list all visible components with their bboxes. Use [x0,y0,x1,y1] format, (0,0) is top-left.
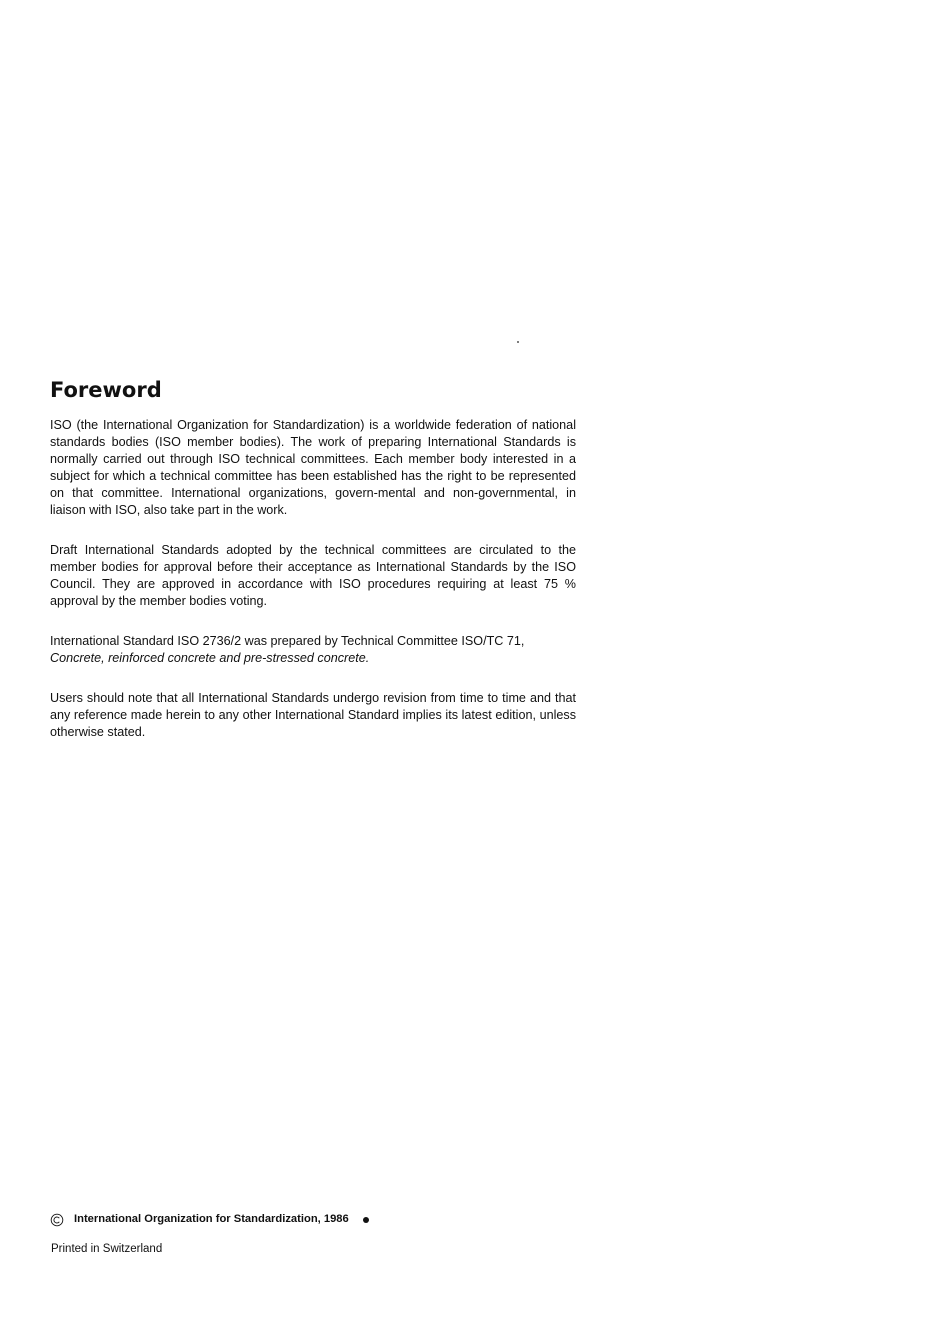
printed-in-note: Printed in Switzerland [51,1243,163,1255]
prepared-by-text: International Standard ISO 2736/2 was prepared by Technical Committee ISO/TC 71, [50,634,525,648]
copyright-text: International Organization for Standardization, 1986 [74,1213,349,1225]
foreword-paragraph-prepared [50,633,576,667]
scan-speck [517,341,519,343]
foreword-paragraph-users-note: Users should note that all International Standards undergo revision from time to time and that any reference made herein to any other International Standard implies its latest edition, unless otherwise stated. [50,691,576,739]
copyright-line [50,1212,369,1227]
foreword-paragraph-iso: ISO (the International Organization for Standardization) is a worldwide federation of national standards bodies (ISO member bodies). The work of preparing International Standards is normally carried out through ISO technical committees. Each member body interested in a subject for which a technical committee has been established has the right to be represented on that committee. International organizations, govern-mental and non-governmental, in liaison with ISO, also take part in the work. [50,418,576,517]
committee-title: Concrete, reinforced concrete and pre-stressed concrete. [50,651,370,665]
copyright-icon [50,1213,64,1227]
bullet-icon [363,1217,369,1223]
foreword-title: Foreword [50,378,162,402]
foreword-section [50,376,576,741]
foreword-paragraph-drafts: Draft International Standards adopted by the technical committees are circulated to the member bodies for approval before their acceptance as International Standards by the ISO Council. They are approved in accordance with ISO procedures requiring at least 75 % approval by the member bodies voting. [50,543,576,608]
